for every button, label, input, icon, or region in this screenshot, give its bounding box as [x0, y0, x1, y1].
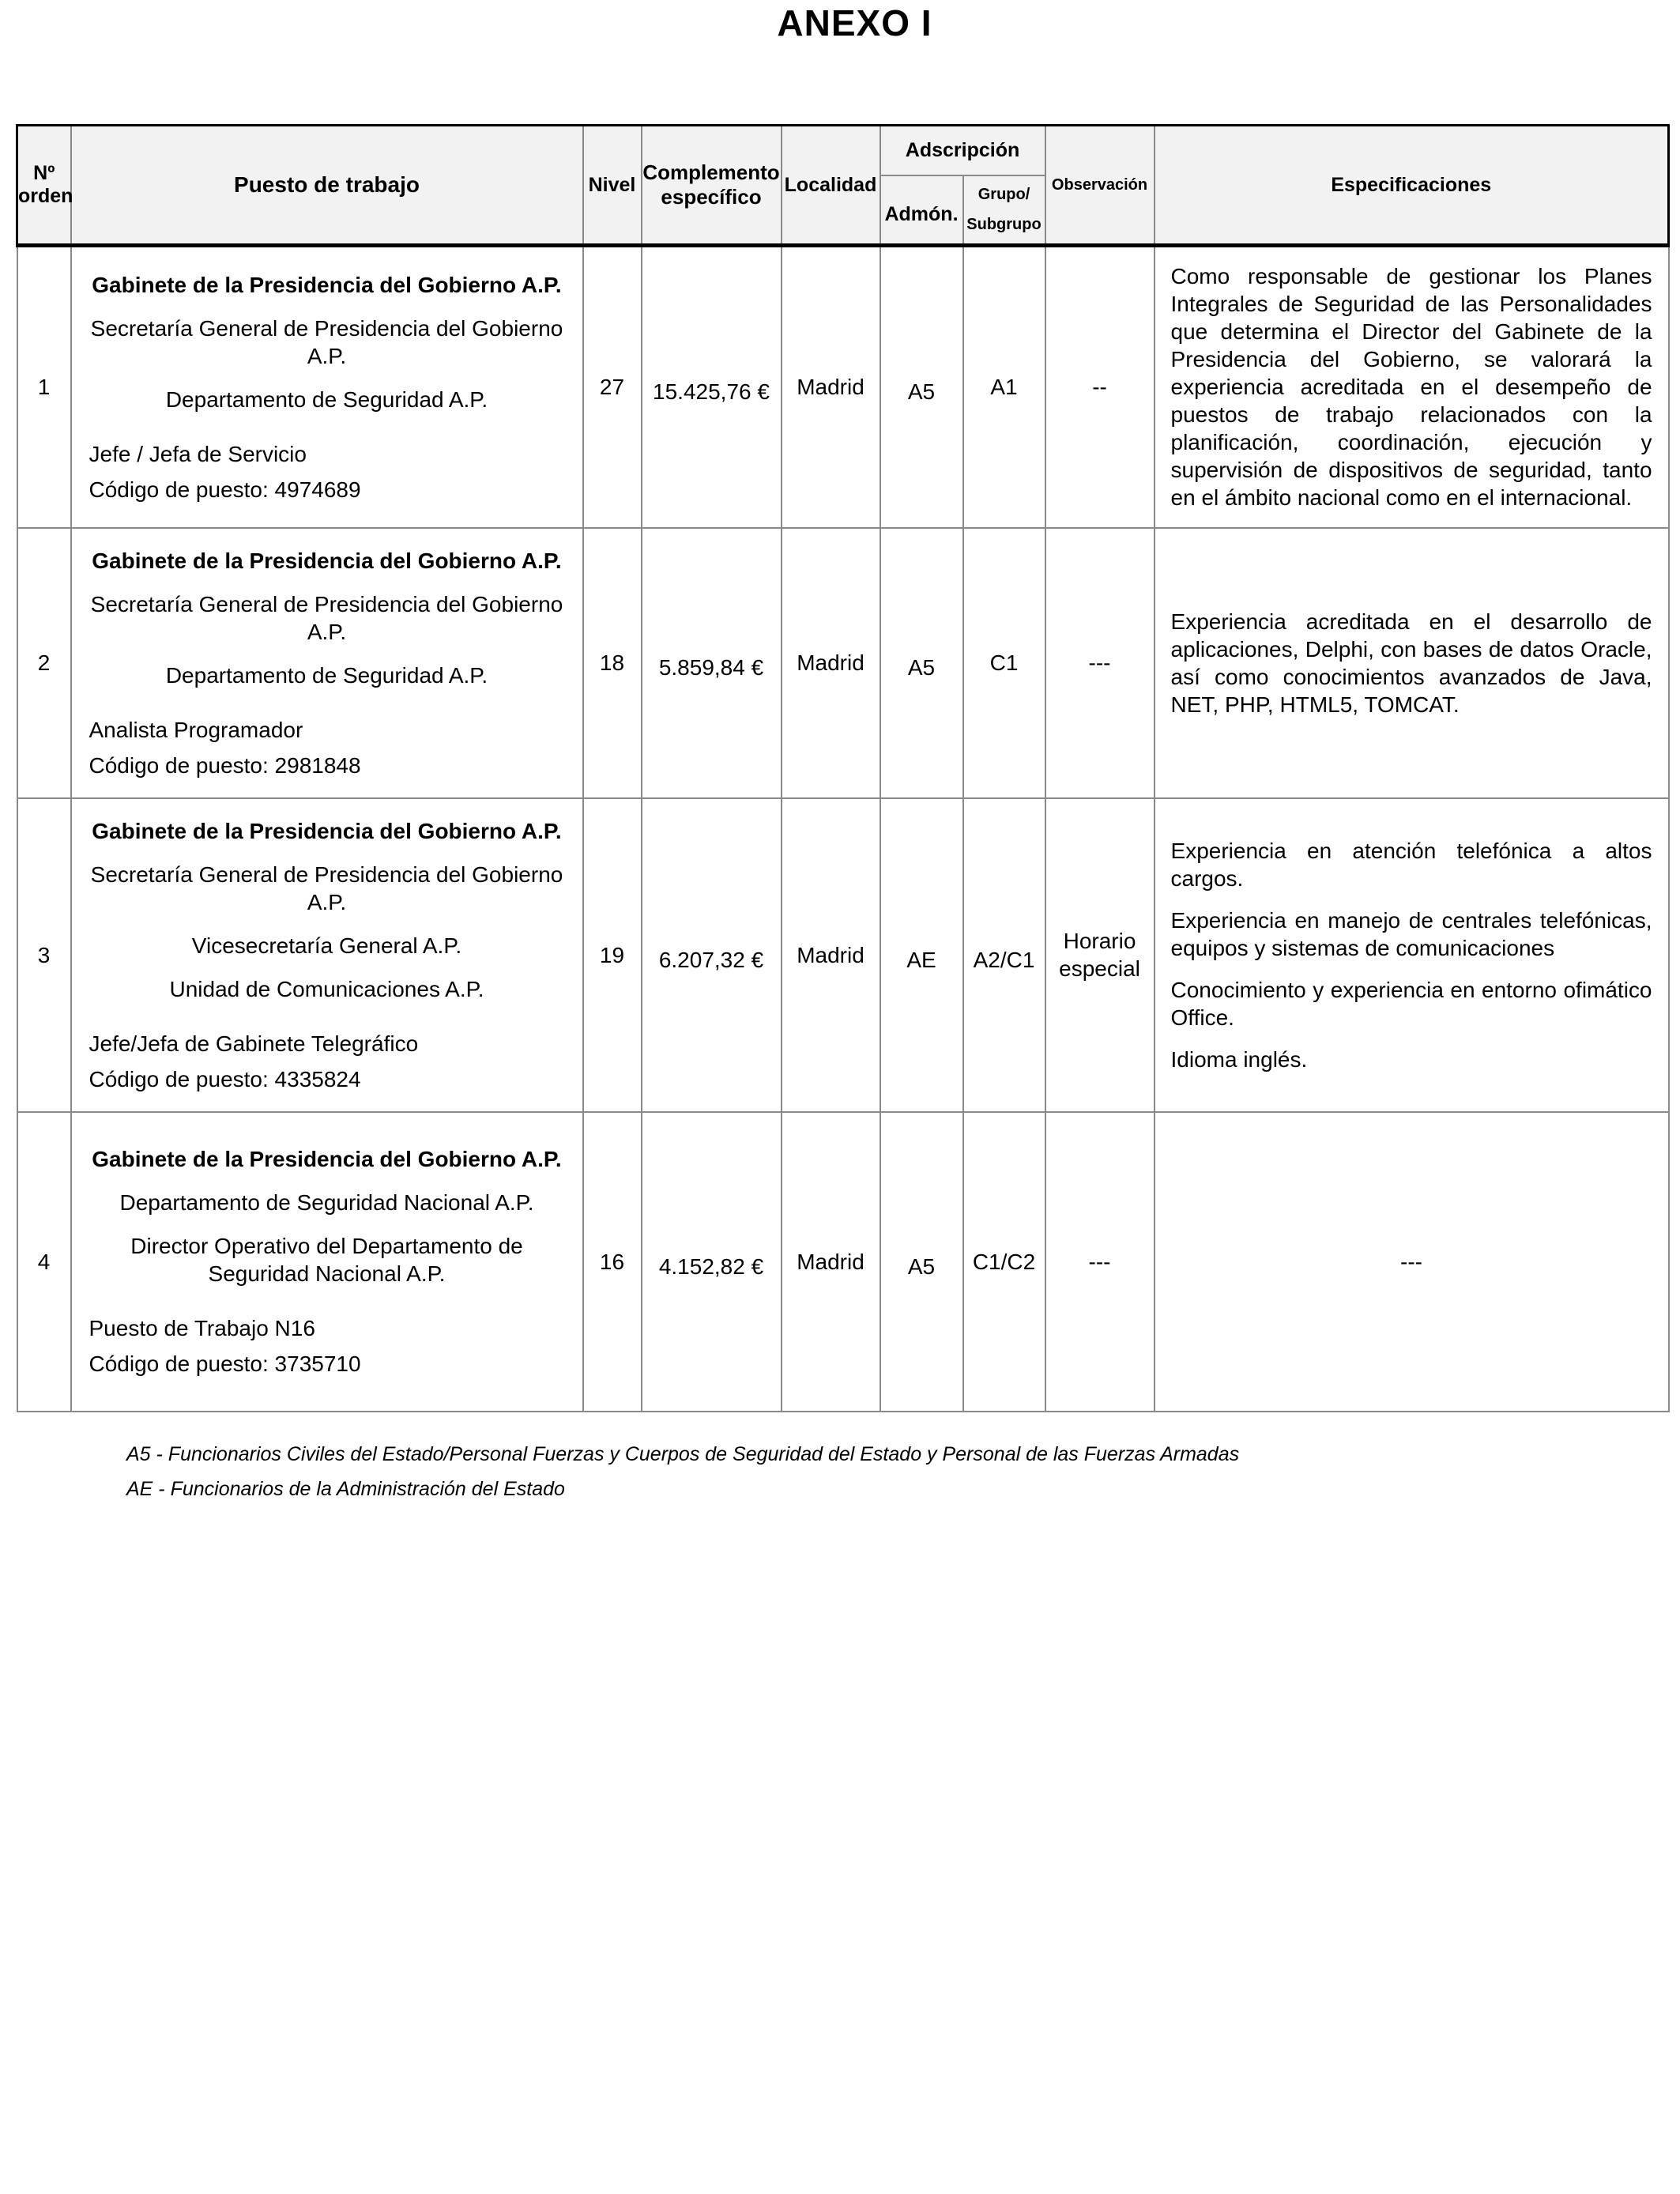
puesto-line: Gabinete de la Presidencia del Gobierno A.P.: [92, 1147, 562, 1171]
puesto-cell: [71, 798, 583, 1112]
admon-cell: A5: [880, 246, 963, 528]
complemento-cell: 15.425,76 €: [642, 246, 782, 528]
complemento-cell: 6.207,32 €: [642, 798, 782, 1112]
complemento-cell: 4.152,82 €: [642, 1112, 782, 1412]
header-observacion: Observación: [1045, 126, 1155, 246]
puesto-line: Departamento de Seguridad A.P.: [165, 386, 488, 412]
header-complemento: Complemento específico: [642, 126, 782, 246]
header-especificaciones: Especificaciones: [1155, 126, 1669, 246]
puesto-line: Departamento de Seguridad Nacional A.P.: [119, 1190, 534, 1215]
table-row: [17, 528, 1669, 798]
header-puesto: Puesto de trabajo: [71, 126, 583, 246]
codigo-text: Código de puesto: 3735710: [89, 1351, 361, 1376]
admon-cell: A5: [880, 1112, 963, 1412]
spec-paragraph: Experiencia acreditada en el desarrollo de aplicaciones, Delphi, con bases de datos Oracle, así como conocimientos avanzados de Java, NET, PHP, HTML5, TOMCAT.: [1170, 609, 1652, 717]
footnote: AE - Funcionarios de la Administración del Estado: [126, 1478, 565, 1500]
page-title: ANEXO I: [777, 2, 932, 43]
cargo-text: Analista Programador: [89, 717, 303, 742]
header-admon: Admón.: [880, 175, 963, 246]
spec-paragraph: Como responsable de gestionar los Planes Integrales de Seguridad de las Personalidades que determina el Director del Gabinete de la Presidencia del Gobierno, se valorará la experiencia acreditada en el desempeño de puestos de trabajo relacionados con la planificación, coordinación, ejecución y supervisión de dispositivos de seguridad, tanto en el ámbito nacional como en el internacional.: [1170, 264, 1652, 511]
positions-table: [16, 124, 1670, 1412]
localidad-cell: Madrid: [782, 246, 880, 528]
spec-paragraph: Idioma inglés.: [1170, 1046, 1308, 1072]
observacion-cell: ---: [1045, 1112, 1155, 1412]
observacion-cell: Horario especial: [1045, 798, 1155, 1112]
puesto-line: Vicesecretaría General A.P.: [191, 933, 462, 958]
table-row: [17, 1112, 1669, 1412]
observacion-cell: ---: [1045, 528, 1155, 798]
header-localidad: Localidad: [782, 126, 880, 246]
especificaciones-cell: [1155, 798, 1669, 1112]
grupo-cell: C1: [963, 528, 1045, 798]
codigo-text: Código de puesto: 4335824: [89, 1066, 361, 1091]
orden-cell: 1: [17, 246, 71, 528]
footnote: A5 - Funcionarios Civiles del Estado/Personal Fuerzas y Cuerpos de Seguridad del Estado y Personal de las Fuerzas Armadas: [126, 1443, 1240, 1465]
cargo-text: Puesto de Trabajo N16: [89, 1316, 315, 1340]
nivel-cell: 18: [583, 528, 642, 798]
puesto-line: Departamento de Seguridad A.P.: [165, 662, 488, 688]
nivel-cell: 27: [583, 246, 642, 528]
puesto-cell: [71, 1112, 583, 1412]
puesto-cell: [71, 528, 583, 798]
nivel-cell: 16: [583, 1112, 642, 1412]
puesto-line: Gabinete de la Presidencia del Gobierno A.P.: [92, 818, 562, 843]
grupo-cell: C1/C2: [963, 1112, 1045, 1412]
header-nivel: Nivel: [583, 126, 642, 246]
especificaciones-cell: [1155, 246, 1669, 528]
grupo-cell: A1: [963, 246, 1045, 528]
especificaciones-cell: [1155, 528, 1669, 798]
observacion-cell: --: [1045, 246, 1155, 528]
puesto-line: Director Operativo del Departamento de Seguridad Nacional A.P.: [130, 1234, 523, 1286]
especificaciones-cell: [1155, 1112, 1669, 1412]
complemento-cell: 5.859,84 €: [642, 528, 782, 798]
puesto-line: Unidad de Comunicaciones A.P.: [169, 976, 484, 1001]
table-row: [17, 798, 1669, 1112]
header-orden: Nº orden: [17, 126, 71, 246]
table-row: [17, 246, 1669, 528]
header-grupo: Grupo/ Subgrupo: [963, 175, 1045, 246]
header-adscripcion: Adscripción: [880, 126, 1045, 175]
orden-cell: 4: [17, 1112, 71, 1412]
localidad-cell: Madrid: [782, 528, 880, 798]
spec-paragraph: Experiencia en atención telefónica a altos cargos.: [1170, 838, 1652, 891]
puesto-line: Gabinete de la Presidencia del Gobierno A.P.: [92, 548, 562, 573]
spec-paragraph: Experiencia en manejo de centrales telefónicas, equipos y sistemas de comunicaciones: [1170, 907, 1652, 960]
grupo-cell: A2/C1: [963, 798, 1045, 1112]
puesto-cell: [71, 246, 583, 528]
puesto-line: Gabinete de la Presidencia del Gobierno A.P.: [92, 272, 562, 297]
orden-cell: 3: [17, 798, 71, 1112]
spec-paragraph: ---: [1400, 1249, 1422, 1274]
codigo-text: Código de puesto: 4974689: [89, 477, 361, 502]
codigo-text: Código de puesto: 2981848: [89, 752, 361, 778]
admon-cell: A5: [880, 528, 963, 798]
cargo-text: Jefe / Jefa de Servicio: [89, 441, 307, 466]
spec-paragraph: Conocimiento y experiencia en entorno ofimático Office.: [1170, 977, 1652, 1030]
puesto-line: Secretaría General de Presidencia del Gobierno A.P.: [90, 315, 563, 368]
admon-cell: AE: [880, 798, 963, 1112]
cargo-text: Jefe/Jefa de Gabinete Telegráfico: [89, 1031, 419, 1056]
localidad-cell: Madrid: [782, 798, 880, 1112]
puesto-line: Secretaría General de Presidencia del Gobierno A.P.: [90, 591, 563, 644]
puesto-line: Secretaría General de Presidencia del Gobierno A.P.: [90, 861, 563, 914]
footnotes: [126, 1437, 1239, 1506]
nivel-cell: 19: [583, 798, 642, 1112]
localidad-cell: Madrid: [782, 1112, 880, 1412]
orden-cell: 2: [17, 528, 71, 798]
